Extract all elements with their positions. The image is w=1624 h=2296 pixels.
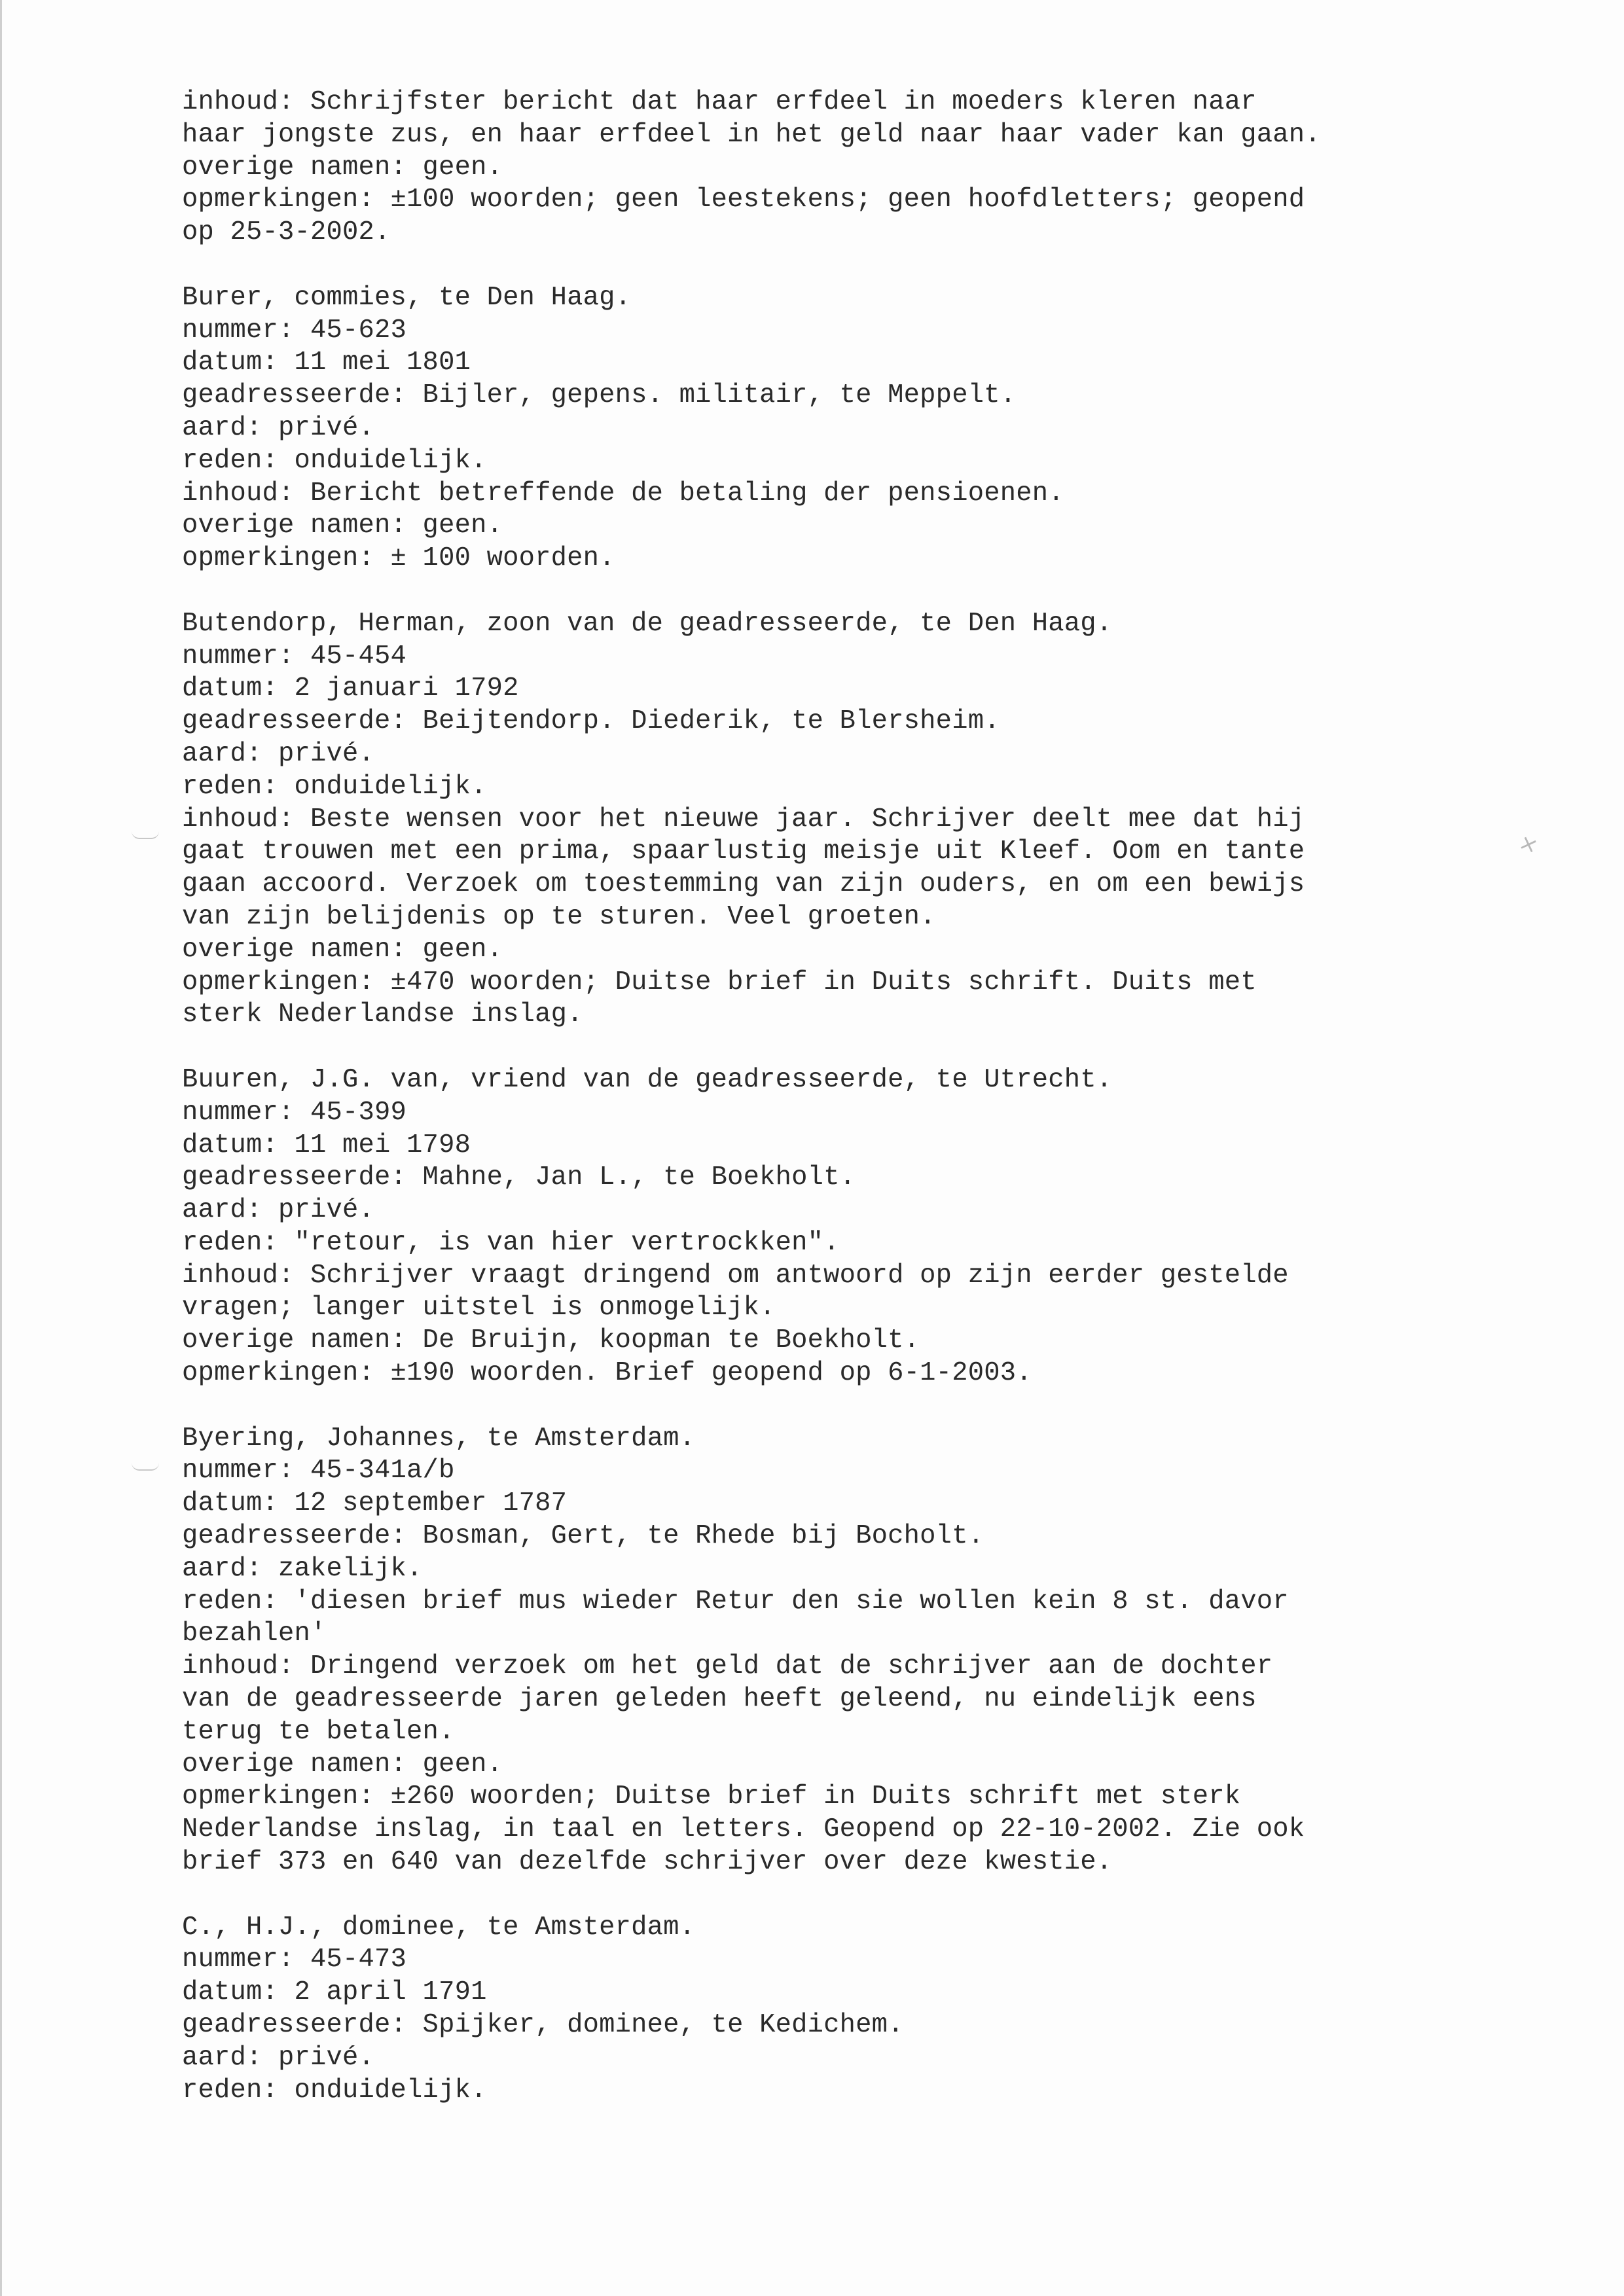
text-line: overige namen: geen. [182,511,503,541]
text-line: datum: 2 april 1791 [182,1977,487,2008]
text-line: overige namen: geen. [182,1749,503,1780]
text-line: Nederlandse inslag, in taal en letters. Geopend op 22-10-2002. Zie ook [182,1814,1305,1845]
spacer [182,249,1491,282]
entry-heading: Burer, commies, te Den Haag. [182,282,632,313]
entry-buuren [182,1064,1491,1390]
pencil-mark [132,1463,159,1471]
text-line: sterk Nederlandse inslag. [182,999,583,1030]
entry-heading: C., H.J., dominee, te Amsterdam. [182,1912,696,1943]
text-line: inhoud: Beste wensen voor het nieuwe jaar. Schrijver deelt mee dat hij [182,804,1305,834]
text-line: reden: onduidelijk. [182,2075,487,2106]
text-line: opmerkingen: ±100 woorden; geen leestekens; geen hoofdletters; geopend [182,185,1305,215]
text-line: inhoud: Dringend verzoek om het geld dat de schrijver aan de dochter [182,1651,1273,1682]
entry-heading: Buuren, J.G. van, vriend van de geadresseerde, te Utrecht. [182,1064,1113,1095]
entry-continued [182,86,1491,249]
spacer [182,1879,1491,1912]
text-line: overige namen: geen. [182,152,503,183]
text-line: aard: privé. [182,2042,375,2073]
pencil-mark [132,831,159,839]
entry-heading: Byering, Johannes, te Amsterdam. [182,1423,696,1454]
spacer [182,1031,1491,1064]
text-line: haar jongste zus, en haar erfdeel in het geld naar haar vader kan gaan. [182,119,1321,150]
text-line: overige namen: De Bruijn, koopman te Boekholt. [182,1325,920,1356]
text-line: nummer: 45-341a/b [182,1456,455,1486]
entry-c-hj [182,1912,1491,2108]
text-line: aard: privé. [182,1195,375,1226]
entry-heading: Butendorp, Herman, zoon van de geadresseerde, te Den Haag. [182,608,1113,639]
text-line: datum: 11 mei 1801 [182,348,471,378]
text-line: gaan accoord. Verzoek om toestemming van zijn ouders, en om een bewijs [182,869,1305,900]
text-line: reden: onduidelijk. [182,771,487,802]
text-line: aard: privé. [182,738,375,769]
text-line: van zijn belijdenis op te sturen. Veel groeten. [182,901,936,932]
text-line: geadresseerde: Mahne, Jan L., te Boekholt. [182,1162,856,1193]
text-line: overige namen: geen. [182,934,503,965]
text-line: geadresseerde: Spijker, dominee, te Kedichem. [182,2010,904,2041]
text-line: brief 373 en 640 van dezelfde schrijver over deze kwestie. [182,1847,1113,1878]
text-line: reden: 'diesen brief mus wieder Retur den sie wollen kein 8 st. davor [182,1586,1289,1617]
text-line: inhoud: Bericht betreffende de betaling der pensioenen. [182,478,1064,509]
text-line: geadresseerde: Beijtendorp. Diederik, te Blersheim. [182,706,1000,737]
text-line: op 25-3-2002. [182,217,391,248]
text-line: reden: onduidelijk. [182,445,487,476]
text-line: nummer: 45-399 [182,1097,407,1128]
entry-butendorp [182,608,1491,1031]
spacer [182,1390,1491,1423]
text-line: van de geadresseerde jaren geleden heeft geleend, nu eindelijk eens [182,1684,1257,1715]
text-line: vragen; langer uitstel is onmogelijk. [182,1293,776,1323]
text-line: geadresseerde: Bijler, gepens. militair, te Meppelt. [182,380,1017,411]
entry-burer [182,282,1491,575]
text-line: opmerkingen: ±470 woorden; Duitse brief in Duits schrift. Duits met [182,967,1257,997]
text-line: nummer: 45-623 [182,315,407,346]
text-line: aard: privé. [182,412,375,443]
text-line: nummer: 45-454 [182,641,407,672]
text-line: datum: 11 mei 1798 [182,1130,471,1160]
spacer [182,575,1491,608]
entry-byering [182,1423,1491,1879]
text-line: geadresseerde: Bosman, Gert, te Rhede bij Bocholt. [182,1521,984,1552]
text-line: reden: "retour, is van hier vertrockken". [182,1227,840,1258]
text-line: datum: 2 januari 1792 [182,673,519,704]
text-line: inhoud: Schrijver vraagt dringend om antwoord op zijn eerder gestelde [182,1260,1289,1291]
text-line: terug te betalen. [182,1716,455,1747]
text-line: opmerkingen: ± 100 woorden. [182,543,615,574]
text-line: aard: zakelijk. [182,1553,423,1584]
document-text [182,86,1491,2107]
text-line: nummer: 45-473 [182,1945,407,1975]
text-line: bezahlen' [182,1619,327,1649]
text-line: datum: 12 september 1787 [182,1488,568,1519]
text-line: opmerkingen: ±190 woorden. Brief geopend op 6-1-2003. [182,1358,1032,1389]
text-line: inhoud: Schrijfster bericht dat haar erfdeel in moeders kleren naar [182,87,1257,117]
text-line: opmerkingen: ±260 woorden; Duitse brief in Duits schrift met sterk [182,1782,1241,1812]
margin-x-mark: × [1515,829,1542,860]
text-line: gaat trouwen met een prima, spaarlustig meisje uit Kleef. Oom en tante [182,836,1305,867]
